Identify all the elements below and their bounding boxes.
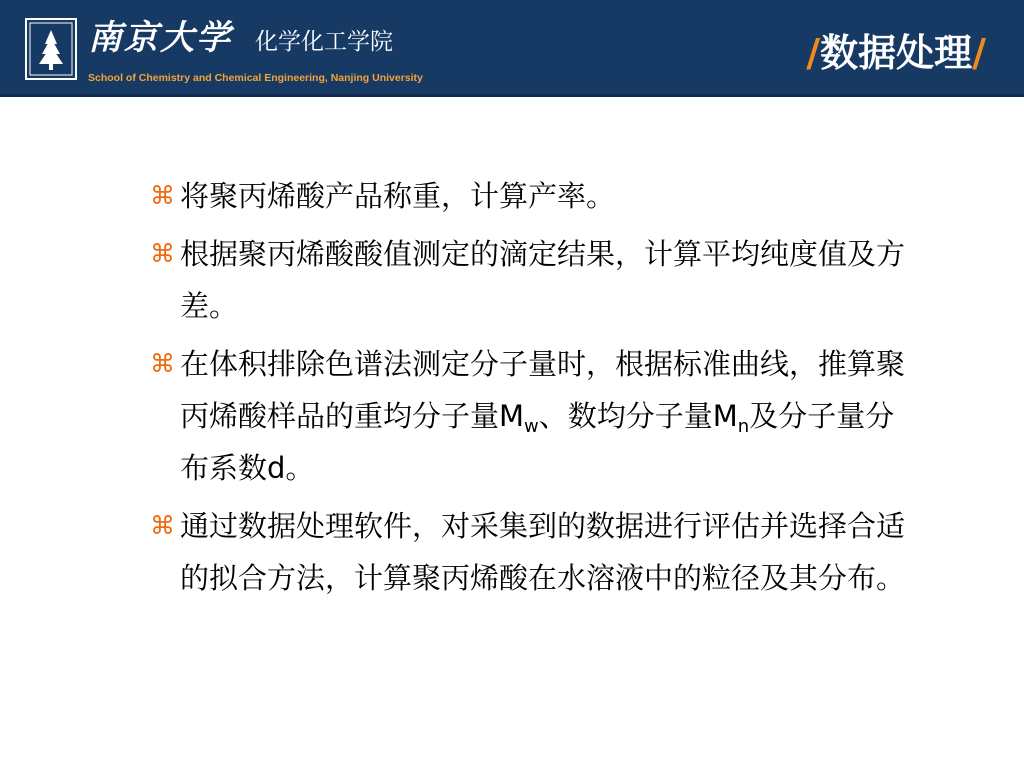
header-banner xyxy=(0,0,1024,97)
slide-title-text: 数据处理 xyxy=(820,31,973,75)
list-item xyxy=(150,338,910,494)
subscript-n: n xyxy=(737,416,750,437)
university-seal-icon xyxy=(25,18,77,80)
list-item xyxy=(150,170,910,222)
list-item xyxy=(150,228,910,332)
bullet-text-part: 、数均分子量M xyxy=(538,399,738,433)
college-name-english: School of Chemistry and Chemical Engineering, Nanjing University xyxy=(88,72,423,84)
bullet-text-part: 在体积排除色谱法测定分子量时，根据标准曲线，推算聚丙烯酸样品的重均分子量M xyxy=(180,347,906,433)
bullet-text: 根据聚丙烯酸酸值测定的滴定结果，计算平均纯度值及方差。 xyxy=(180,237,906,323)
bullet-text xyxy=(180,347,905,485)
bullet-text: 通过数据处理软件，对采集到的数据进行评估并选择合适的拟合方法，计算聚丙烯酸在水溶液中的粒径及其分布。 xyxy=(180,509,906,595)
bullet-command-icon: ⌘ xyxy=(150,349,175,378)
list-item xyxy=(150,500,910,604)
college-name: 化学化工学院 xyxy=(255,29,393,55)
subscript-w: w xyxy=(524,416,539,437)
title-slash-left: / xyxy=(806,31,821,75)
university-name: 南京大学 xyxy=(88,18,232,58)
slide-title xyxy=(806,30,986,76)
title-slash-right: / xyxy=(972,31,986,75)
bullet-command-icon: ⌘ xyxy=(150,239,175,268)
bullet-list xyxy=(150,170,910,610)
bullet-command-icon: ⌘ xyxy=(150,181,175,210)
bullet-command-icon: ⌘ xyxy=(150,511,175,540)
bullet-text: 将聚丙烯酸产品称重，计算产率。 xyxy=(180,179,616,213)
bullet-text-part: 及分子量分布系数d。 xyxy=(180,399,895,485)
